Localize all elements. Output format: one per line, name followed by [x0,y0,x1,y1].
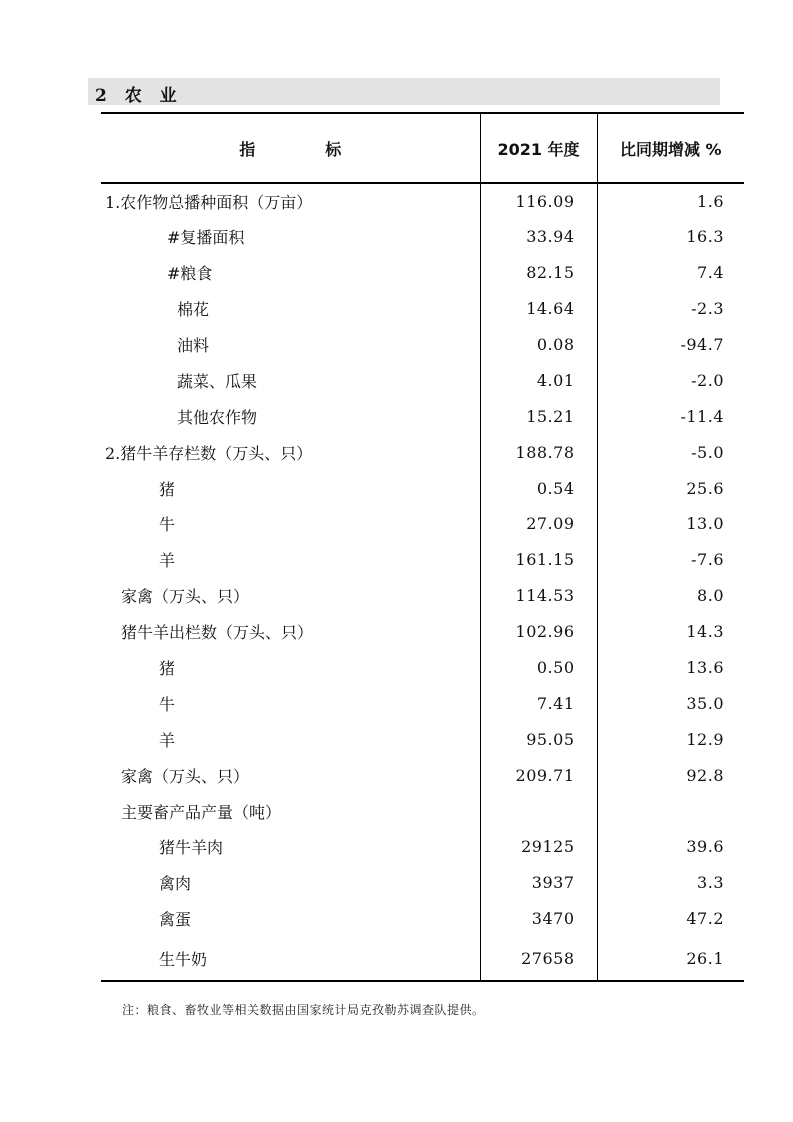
table-row [101,291,744,327]
row-label: 牛 [159,515,176,535]
table-row [101,434,744,470]
row-value: 4.01 [480,362,597,398]
row-change: -94.7 [597,327,744,363]
row-value: 116.09 [480,183,597,219]
row-label: 猪 [159,659,176,679]
table-row [101,829,744,865]
row-label: 禽蛋 [159,910,192,930]
table-row [101,901,744,937]
row-value: 27.09 [480,506,597,542]
row-value: 102.96 [480,614,597,650]
table-row [101,650,744,686]
table-row [101,183,744,219]
row-change: 16.3 [597,219,744,255]
table-row [101,865,744,901]
table-row [101,757,744,793]
row-value: 0.54 [480,470,597,506]
row-value: 3470 [480,901,597,937]
row-label: 1.农作物总播种面积（万亩） [105,192,313,212]
row-label: 家禽（万头、只） [121,587,250,607]
table-row [101,542,744,578]
table-row [101,219,744,255]
table-row [101,937,744,981]
row-value: 114.53 [480,578,597,614]
row-label: 家禽（万头、只） [121,766,250,786]
table-row [101,578,744,614]
row-label: 猪牛羊肉 [159,838,224,858]
header-year: 2021 年度 [480,113,597,183]
table-row [101,398,744,434]
agriculture-table [101,112,744,982]
row-label: 生牛奶 [159,949,208,969]
row-label: 蔬菜、瓜果 [177,371,258,391]
row-change: 35.0 [597,685,744,721]
row-change: 26.1 [597,937,744,981]
header-indicator-char-1: 指 [239,139,256,159]
table-row [101,506,744,542]
table-row [101,614,744,650]
row-change: 13.0 [597,506,744,542]
footnote: 注：粮食、畜牧业等相关数据由国家统计局克孜勒苏调查队提供。 [122,1003,485,1017]
row-change: -5.0 [597,434,744,470]
row-change: -2.3 [597,291,744,327]
row-change: 8.0 [597,578,744,614]
row-value: 188.78 [480,434,597,470]
table-row [101,721,744,757]
table-row [101,255,744,291]
row-change: 39.6 [597,829,744,865]
row-label: 羊 [159,551,176,571]
row-label: 其他农作物 [177,407,258,427]
row-value: 82.15 [480,255,597,291]
row-change: 92.8 [597,757,744,793]
row-label: 猪 [159,479,176,499]
row-value [480,793,597,829]
row-value: 14.64 [480,291,597,327]
row-value: 161.15 [480,542,597,578]
table-row [101,793,744,829]
row-value: 33.94 [480,219,597,255]
row-change: 13.6 [597,650,744,686]
row-change: -2.0 [597,362,744,398]
row-label: 棉花 [177,300,210,320]
row-value: 29125 [480,829,597,865]
row-label: 2.猪牛羊存栏数（万头、只） [105,443,313,463]
row-value: 0.08 [480,327,597,363]
row-label: 猪牛羊出栏数（万头、只） [121,623,314,643]
section-header-bar [88,78,720,105]
table-row [101,362,744,398]
row-change: -11.4 [597,398,744,434]
row-value: 95.05 [480,721,597,757]
section-title: 2 农 业 [95,86,178,106]
row-change: 12.9 [597,721,744,757]
table-row [101,327,744,363]
header-change: 比同期增减 % [597,113,744,183]
row-value: 0.50 [480,650,597,686]
row-value: 209.71 [480,757,597,793]
row-change: 3.3 [597,865,744,901]
table-row [101,470,744,506]
row-value: 15.21 [480,398,597,434]
row-label: 主要畜产品产量（吨） [121,802,282,822]
row-change: 1.6 [597,183,744,219]
row-value: 3937 [480,865,597,901]
row-label: 牛 [159,694,176,714]
table-row [101,685,744,721]
table-header-row [101,113,744,183]
row-change: 7.4 [597,255,744,291]
row-label: #粮食 [167,264,213,284]
row-value: 7.41 [480,685,597,721]
agriculture-table-container [101,112,744,982]
row-label: #复播面积 [167,228,245,248]
row-change: -7.6 [597,542,744,578]
row-label: 油料 [177,336,210,355]
row-change [597,793,744,829]
row-value: 27658 [480,937,597,981]
row-label: 羊 [159,730,176,750]
header-indicator [101,113,480,183]
row-change: 14.3 [597,614,744,650]
row-change: 47.2 [597,901,744,937]
header-indicator-char-2: 标 [325,139,342,159]
row-change: 25.6 [597,470,744,506]
row-label: 禽肉 [159,874,192,894]
